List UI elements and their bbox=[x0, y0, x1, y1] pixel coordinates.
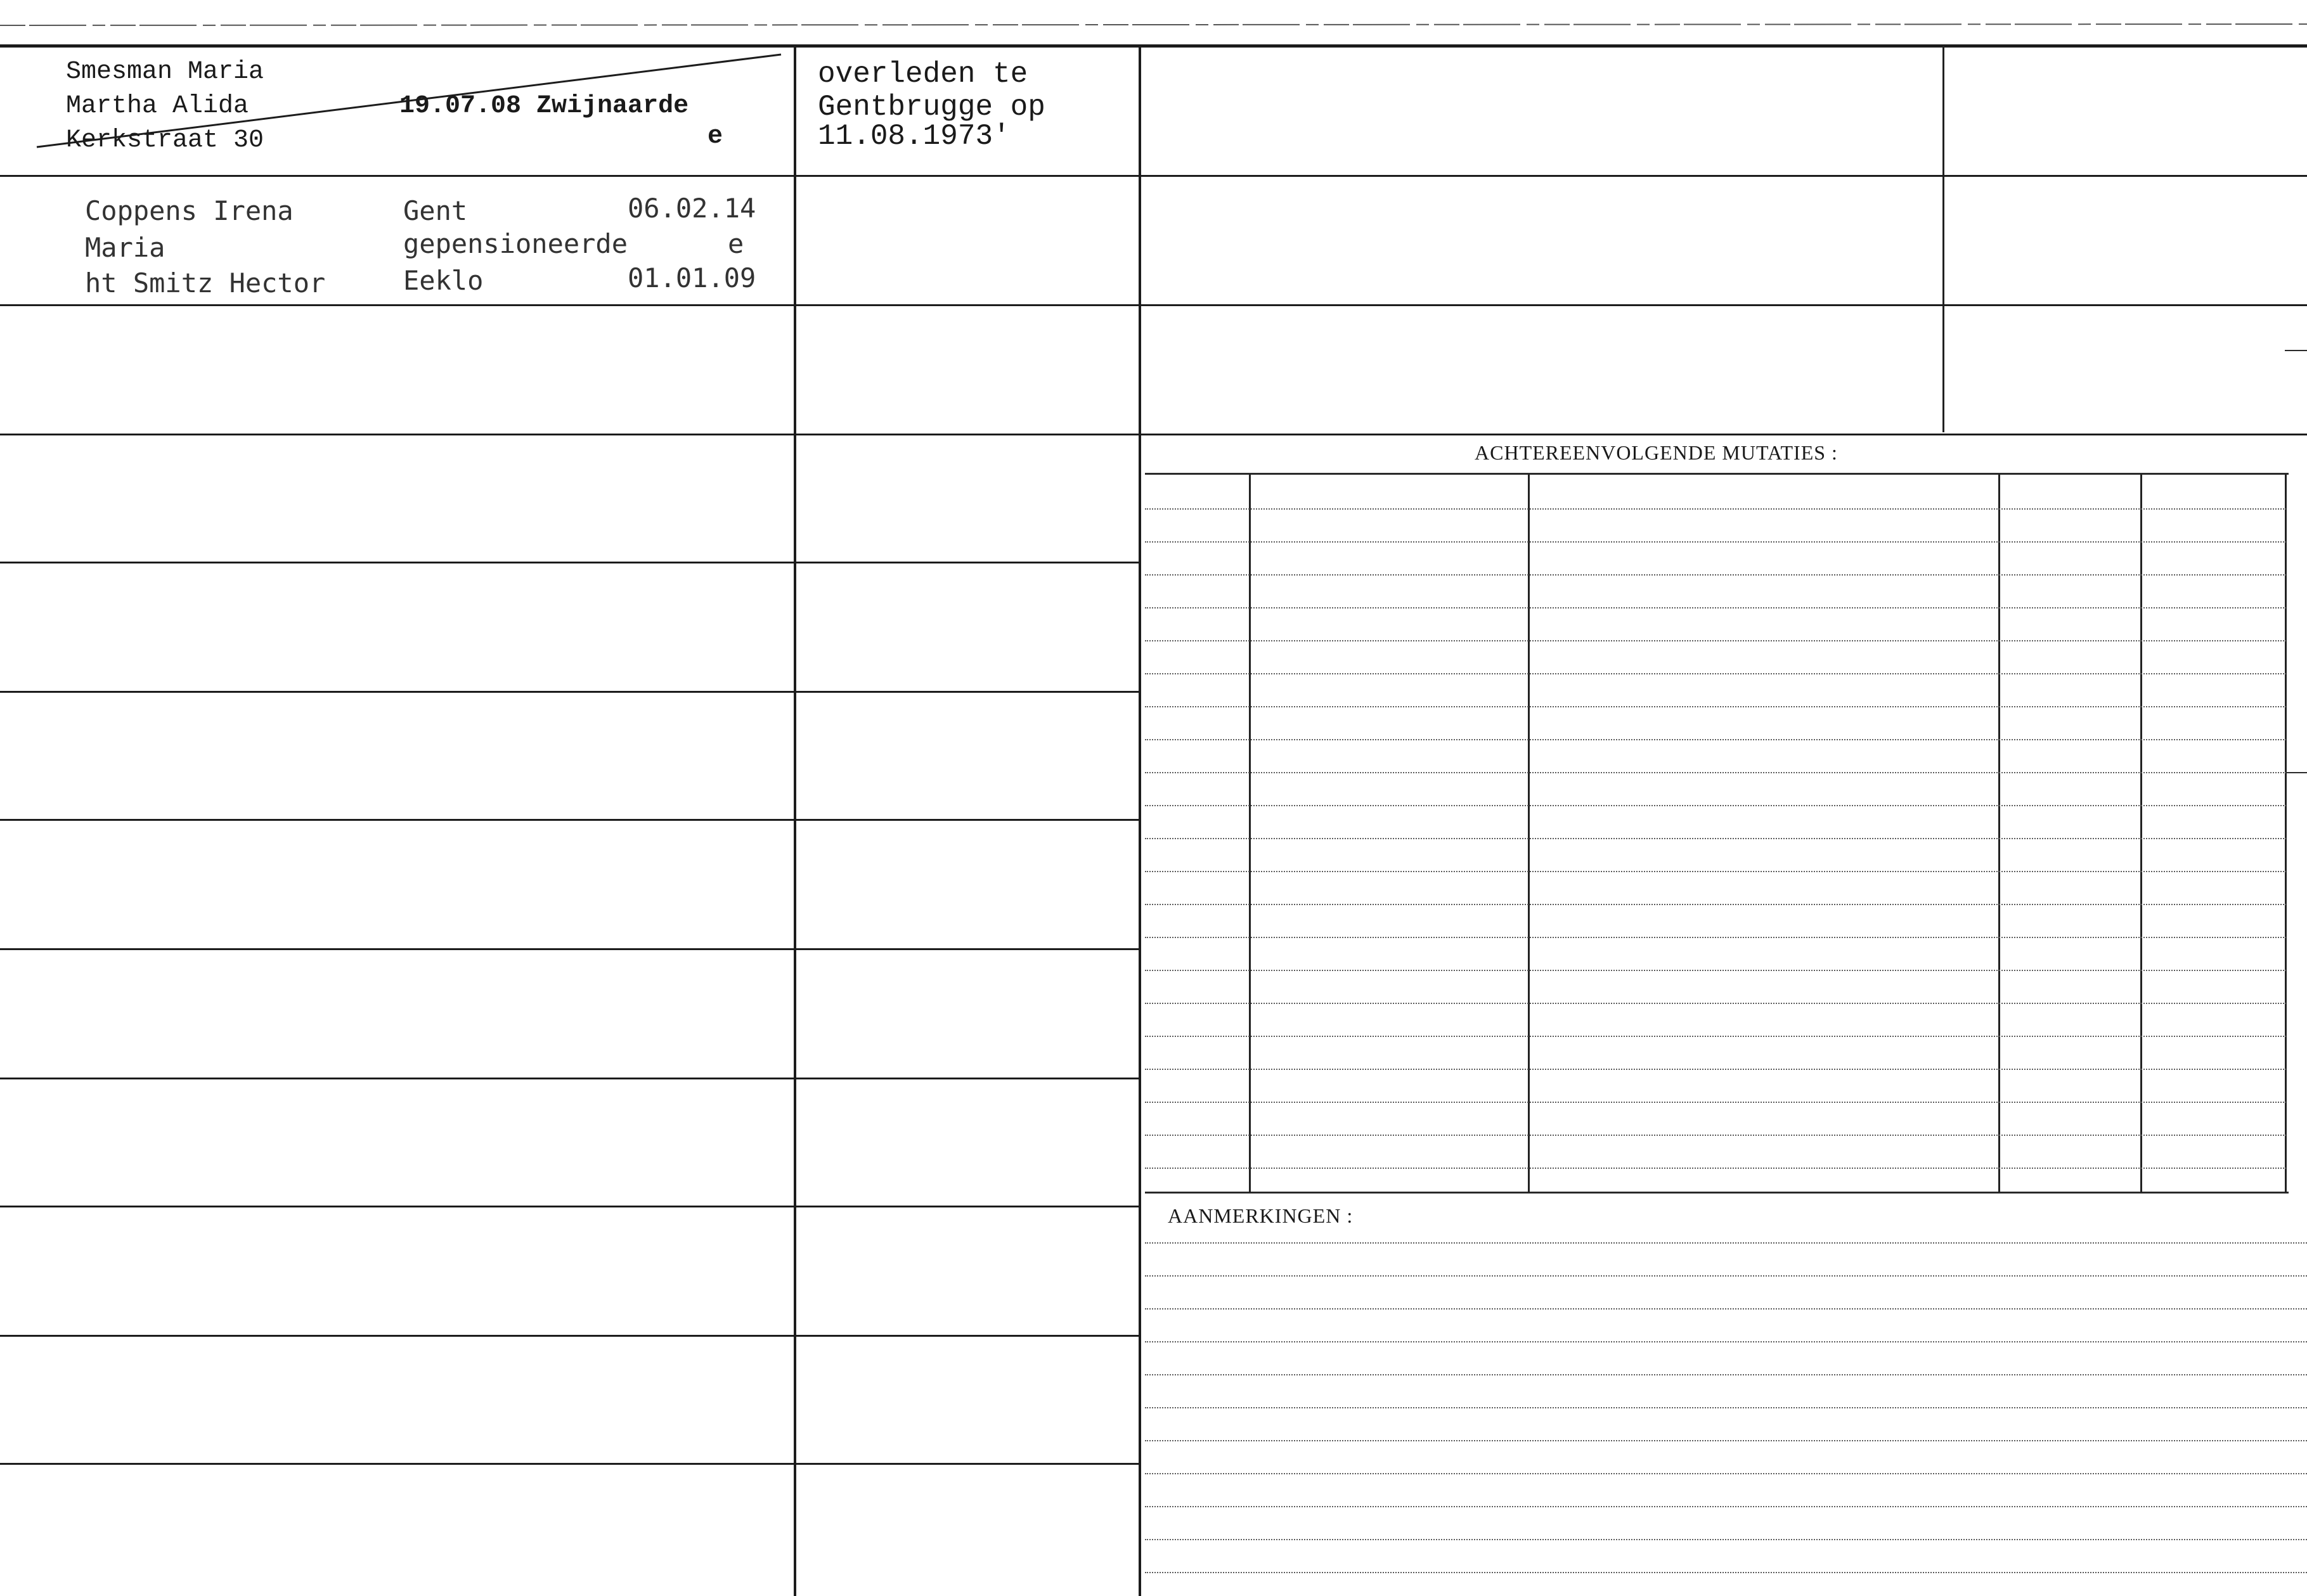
column-divider-3 bbox=[1942, 46, 1944, 432]
edge-mark bbox=[2285, 772, 2307, 773]
entry2-date2: 01.01.09 bbox=[628, 262, 756, 293]
remarks-line bbox=[1145, 1539, 2307, 1540]
mutations-col-line bbox=[2285, 474, 2287, 1193]
mutations-grid-top bbox=[1145, 473, 2289, 475]
row-line bbox=[796, 562, 1139, 563]
row-line bbox=[796, 1078, 1139, 1079]
column-divider-2 bbox=[1139, 46, 1141, 1596]
row-line bbox=[1141, 175, 2307, 177]
row-line bbox=[0, 562, 794, 563]
mutations-row bbox=[1145, 1036, 2286, 1037]
row-line bbox=[796, 434, 1139, 435]
mutations-row bbox=[1145, 937, 2286, 938]
remarks-line bbox=[1145, 1440, 2307, 1441]
row-line bbox=[0, 1206, 794, 1207]
mutations-row bbox=[1145, 574, 2286, 576]
remarks-line bbox=[1145, 1341, 2307, 1342]
remarks-line bbox=[1145, 1572, 2307, 1573]
entry1-address: Kerkstraat 30 bbox=[66, 126, 264, 155]
mutations-row bbox=[1145, 1003, 2286, 1004]
mutations-row bbox=[1145, 871, 2286, 872]
mutations-col-line bbox=[1249, 474, 1251, 1193]
remarks-line bbox=[1145, 1308, 2307, 1310]
remarks-line bbox=[1145, 1407, 2307, 1408]
strike-through-line bbox=[0, 0, 794, 175]
entry2-name-line3: ht Smitz Hector bbox=[85, 267, 326, 299]
mutations-row bbox=[1145, 739, 2286, 740]
mutations-row bbox=[1145, 607, 2286, 608]
entry2-name-line2: Maria bbox=[85, 232, 165, 263]
row-line bbox=[796, 1463, 1139, 1465]
mutations-col-line bbox=[2140, 474, 2142, 1193]
mutations-row bbox=[1145, 640, 2286, 641]
remarks-line bbox=[1145, 1242, 2307, 1244]
entry1-birth: 19.07.08 Zwijnaarde bbox=[399, 92, 689, 120]
remarks-line bbox=[1145, 1473, 2307, 1474]
column-divider-1 bbox=[794, 46, 796, 1596]
row-line bbox=[0, 304, 794, 306]
entry2-place: Gent bbox=[403, 195, 468, 226]
remarks-line bbox=[1145, 1275, 2307, 1277]
row-line bbox=[796, 175, 1139, 177]
row-line bbox=[0, 1335, 794, 1337]
mutations-row bbox=[1145, 838, 2286, 839]
entry1-name-line2: Martha Alida bbox=[66, 92, 249, 120]
mutations-header: ACHTEREENVOLGENDE MUTATIES : bbox=[1475, 441, 1838, 464]
mutations-col-line bbox=[1528, 474, 1530, 1193]
row-line bbox=[1141, 434, 2307, 435]
row-line bbox=[796, 691, 1139, 693]
mutations-row bbox=[1145, 904, 2286, 905]
remarks-line bbox=[1145, 1374, 2307, 1375]
entry1-note-line3: 11.08.1973' bbox=[818, 120, 1011, 153]
row-line bbox=[1141, 304, 2307, 306]
row-line bbox=[0, 1463, 794, 1465]
mutations-row bbox=[1145, 1135, 2286, 1136]
mutations-row bbox=[1145, 970, 2286, 971]
mutations-row bbox=[1145, 673, 2286, 674]
entry2-place2: Eeklo bbox=[403, 265, 484, 296]
mutations-row bbox=[1145, 1069, 2286, 1070]
row-line bbox=[0, 1078, 794, 1079]
entry1-name-line1: Smesman Maria bbox=[66, 58, 264, 86]
entry1-mark: e bbox=[708, 122, 723, 151]
row-line bbox=[0, 434, 794, 435]
mutations-row bbox=[1145, 706, 2286, 707]
row-line bbox=[796, 1335, 1139, 1337]
mutations-row bbox=[1145, 772, 2286, 773]
row-line bbox=[0, 948, 794, 950]
row-line bbox=[0, 819, 794, 821]
row-line bbox=[796, 948, 1139, 950]
row-line bbox=[0, 175, 794, 177]
entry2-occupation: gepensioneerde bbox=[403, 228, 628, 259]
mutations-row bbox=[1145, 508, 2286, 510]
row-line bbox=[0, 691, 794, 693]
remarks-header: AANMERKINGEN : bbox=[1168, 1204, 1354, 1227]
mutations-row bbox=[1145, 541, 2286, 543]
entry2-date1: 06.02.14 bbox=[628, 193, 756, 224]
mutations-row bbox=[1145, 1168, 2286, 1169]
edge-mark bbox=[2285, 350, 2307, 351]
row-line bbox=[796, 304, 1139, 306]
mutations-row bbox=[1145, 805, 2286, 806]
entry1-note-line2: Gentbrugge op bbox=[818, 91, 1045, 124]
row-line bbox=[796, 819, 1139, 821]
mutations-row bbox=[1145, 1102, 2286, 1103]
entry2-mark: e bbox=[728, 228, 744, 259]
entry1-note-line1: overleden te bbox=[818, 58, 1028, 91]
row-line bbox=[796, 1206, 1139, 1207]
mutations-col-line bbox=[1998, 474, 2000, 1193]
entry2-name-line1: Coppens Irena bbox=[85, 195, 294, 226]
mutations-grid-bottom bbox=[1145, 1192, 2289, 1194]
remarks-line bbox=[1145, 1506, 2307, 1507]
